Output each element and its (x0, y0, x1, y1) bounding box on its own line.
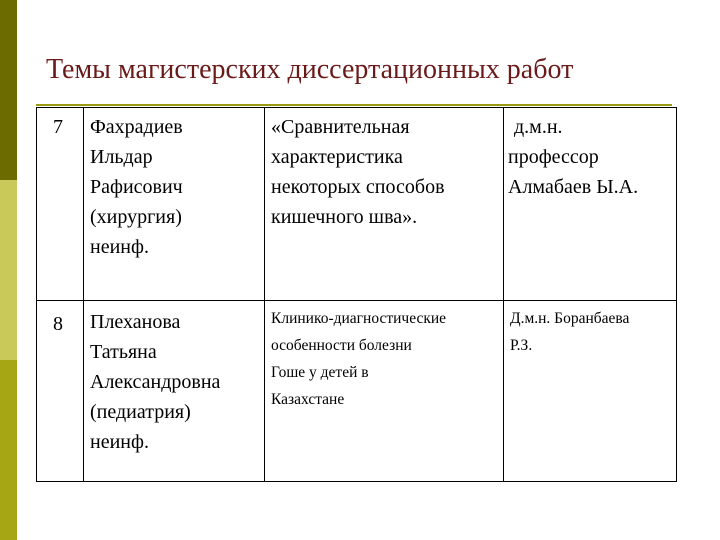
supervisor-line: профессор (508, 146, 599, 168)
table-row (37, 301, 677, 482)
supervisor-line: Р.З. (510, 337, 533, 354)
row-number-cell (37, 108, 84, 301)
student-name-line: Фахрадиев (90, 116, 183, 138)
student-status: неинф. (90, 236, 149, 258)
topic-line: характеристика (271, 146, 403, 168)
topic-line: особенности болезни (271, 337, 412, 354)
topic-line: Гоше у детей в (271, 364, 369, 381)
topic-line: «Сравнительная (271, 116, 410, 138)
student-name-line: Александровна (90, 371, 221, 393)
side-accent-bar-bottom (0, 360, 17, 540)
supervisor-line: д.м.н. (514, 116, 563, 138)
slide-title: Темы магистерских диссертационных работ (46, 54, 574, 85)
student-status: неинф. (90, 431, 149, 453)
topic-line: некоторых способов (271, 176, 445, 198)
row-number-cell (37, 301, 84, 482)
supervisor-cell (504, 301, 677, 482)
student-name-cell (84, 108, 265, 301)
side-accent-bar-middle (0, 180, 17, 360)
table-row (37, 108, 677, 301)
student-name-line: Рафисович (90, 176, 183, 198)
topic-line: Казахстане (271, 391, 345, 408)
topic-line: кишечного шва». (271, 206, 418, 228)
title-underline (36, 104, 672, 106)
row-number: 8 (53, 313, 63, 335)
topic-line: Клинико-диагностические (271, 310, 447, 327)
side-accent-bar-top (0, 0, 17, 180)
student-name-line: Татьяна (90, 341, 157, 363)
student-name-line: Плеханова (90, 311, 181, 333)
supervisor-line: Алмабаев Ы.А. (508, 176, 639, 198)
student-specialty: (педиатрия) (90, 401, 191, 423)
student-name-cell (84, 301, 265, 482)
supervisor-cell (504, 108, 677, 301)
supervisor-line: Д.м.н. Боранбаева (510, 310, 630, 327)
row-number: 7 (53, 116, 63, 138)
topic-cell (265, 301, 504, 482)
dissertation-table (36, 107, 677, 482)
topic-cell (265, 108, 504, 301)
student-specialty: (хирургия) (90, 206, 182, 228)
student-name-line: Ильдар (90, 146, 153, 168)
